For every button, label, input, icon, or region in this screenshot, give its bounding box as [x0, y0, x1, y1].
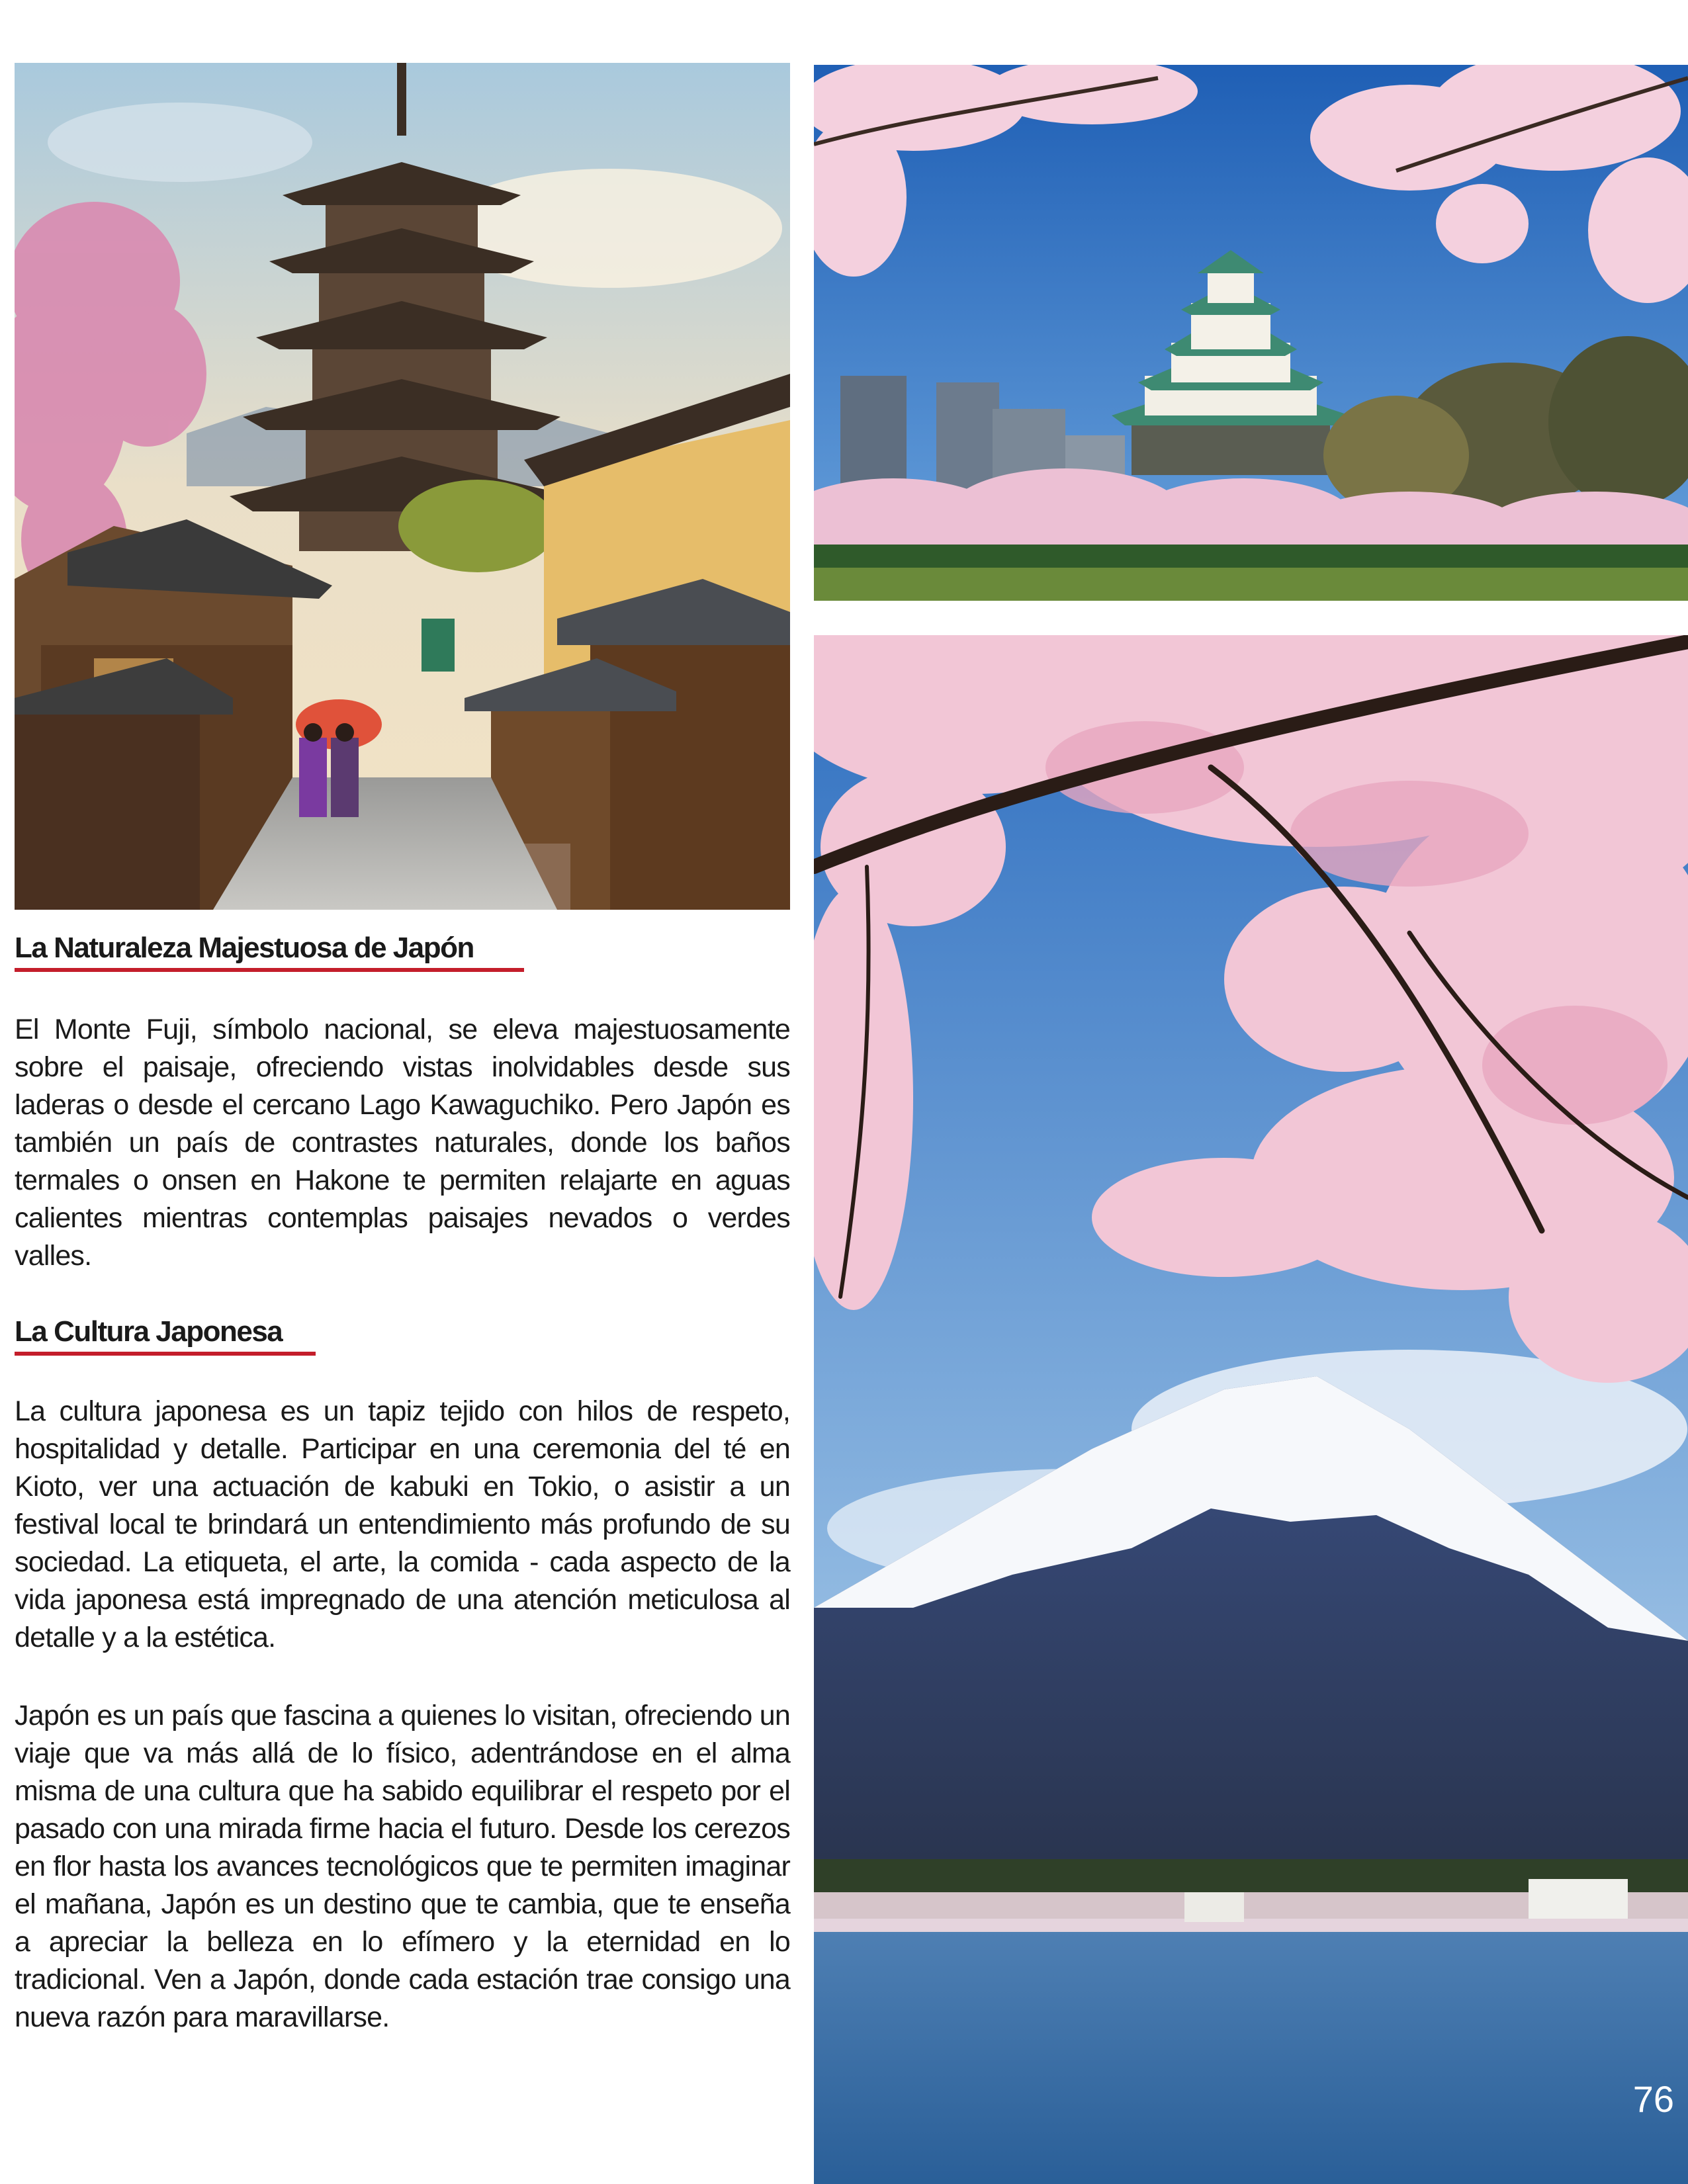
- heading-underline-nature: [15, 968, 524, 972]
- osaka-castle-photo: [814, 65, 1688, 601]
- closing-paragraph: Japón es un país que fascina a quienes lo visitan, ofreciendo un viaje que va más allá de lo físico, adentrándose en el alma misma de una cultura que ha sabido equilibrar el respeto por el pasado con una mirada firme hacia el futuro. Desde los cerezos en flor hasta los avances tecnológicos que te permiten imaginar el mañana, Japón es un destino que te cambia, que te enseña a apreciar la belleza en lo efímero y la eternidad en lo tradicional. Ven a Japón, donde cada estación trae consigo una nueva razón para maravillarse.: [15, 1700, 790, 2033]
- mount-fuji-photo: [814, 635, 1688, 2184]
- nature-paragraph: El Monte Fuji, símbolo nacional, se eleva majestuosamente sobre el paisaje, ofreciendo vistas inolvidables desde sus laderas o desde el cercano Lago Kawaguchiko. Pero Japón es también un país de contrastes naturales, donde los baños termales o onsen en Hakone te permiten relajarte en aguas calientes mientras contemplas paisajes nevados o verdes valles.: [15, 1014, 790, 1272]
- page-number: 76: [1632, 2078, 1674, 2120]
- section-heading-culture: La Cultura Japonesa: [15, 1315, 283, 1348]
- heading-underline-culture: [15, 1352, 316, 1356]
- culture-paragraph: La cultura japonesa es un tapiz tejido con hilos de respeto, hospitalidad y detalle. Participar en una ceremonia del té en Kioto, ver una actuación de kabuki en Tokio, o asistir a un festival local te brindará un entendimiento más profundo de su sociedad. La etiqueta, el arte, la comida - cada aspecto de la vida japonesa está impregnado de una atención meticulosa al detalle y a la estética.: [15, 1395, 790, 1653]
- section-heading-nature: La Naturaleza Majestuosa de Japón: [15, 932, 474, 964]
- kyoto-pagoda-street-photo: [15, 63, 790, 910]
